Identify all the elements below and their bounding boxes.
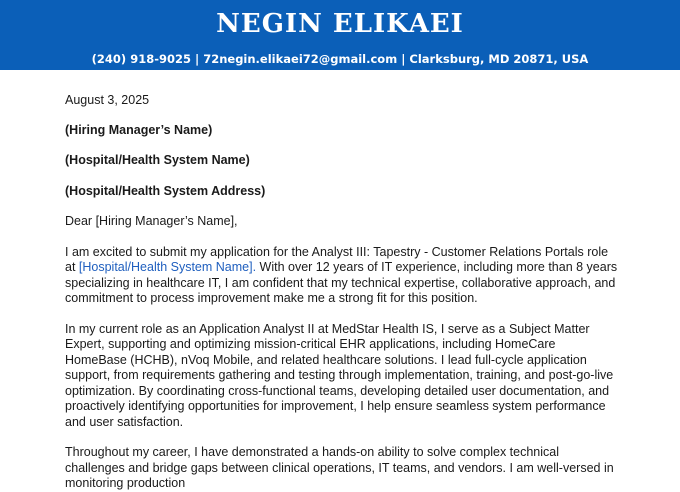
applicant-name: NEGIN ELIKAEI xyxy=(216,9,464,39)
letter-header xyxy=(0,0,680,70)
contact-line xyxy=(0,51,680,67)
paragraph-intro xyxy=(65,245,620,307)
recipient-organization: (Hospital/Health System Name) xyxy=(65,153,250,167)
contact-separator: | xyxy=(397,52,410,66)
paragraph-experience: In my current role as an Application Analyst II at MedStar Health IS, I serve as a Subject Matter Expert, supporting and optimizing mission-critical EHR applications, including HomeCare HomeBase (HCHB), nVoq Mobile, and related healthcare solutions. I lead full-cycle application support, from requirements gathering and testing through implementation, training, and post-go-live optimization. By coordinating cross-functional teams, developing detailed user documentation, and proactively identifying opportunities for improvement, I help ensure seamless system performance and user satisfaction. xyxy=(65,321,614,429)
salutation: Dear [Hiring Manager’s Name], xyxy=(65,214,238,228)
organization-placeholder-link: [Hospital/Health System Name]. xyxy=(78,260,257,274)
email-address: 72negin.elikaei72@gmail.com xyxy=(203,52,398,66)
paragraph-skills: Throughout my career, I have demonstrated a hands-on ability to solve complex technical challenges and bridge gaps between clinical operations, IT teams, and vendors. I am well-versed in monitoring production xyxy=(65,445,614,490)
paragraph-intro-start: I am excited to submit my application for the Analyst III: Tapestry - Customer Relations Portals role at xyxy=(65,244,609,274)
paragraph-intro-end: With over 12 years of IT experience, including more than 8 years specializing in healthcare IT, I am confident that my technical expertise, collaborative approach, and commitment to process improvement make me a strong fit for this position. xyxy=(65,260,618,305)
contact-separator: | xyxy=(190,52,204,66)
letter-body xyxy=(0,93,680,492)
recipient-address: (Hospital/Health System Address) xyxy=(65,183,266,198)
letter-date: August 3, 2025 xyxy=(65,93,150,107)
recipient-name: (Hiring Manager’s Name) xyxy=(65,122,213,137)
phone-number: (240) 918-9025 xyxy=(91,52,191,66)
location: Clarksburg, MD 20871, USA xyxy=(409,52,589,66)
